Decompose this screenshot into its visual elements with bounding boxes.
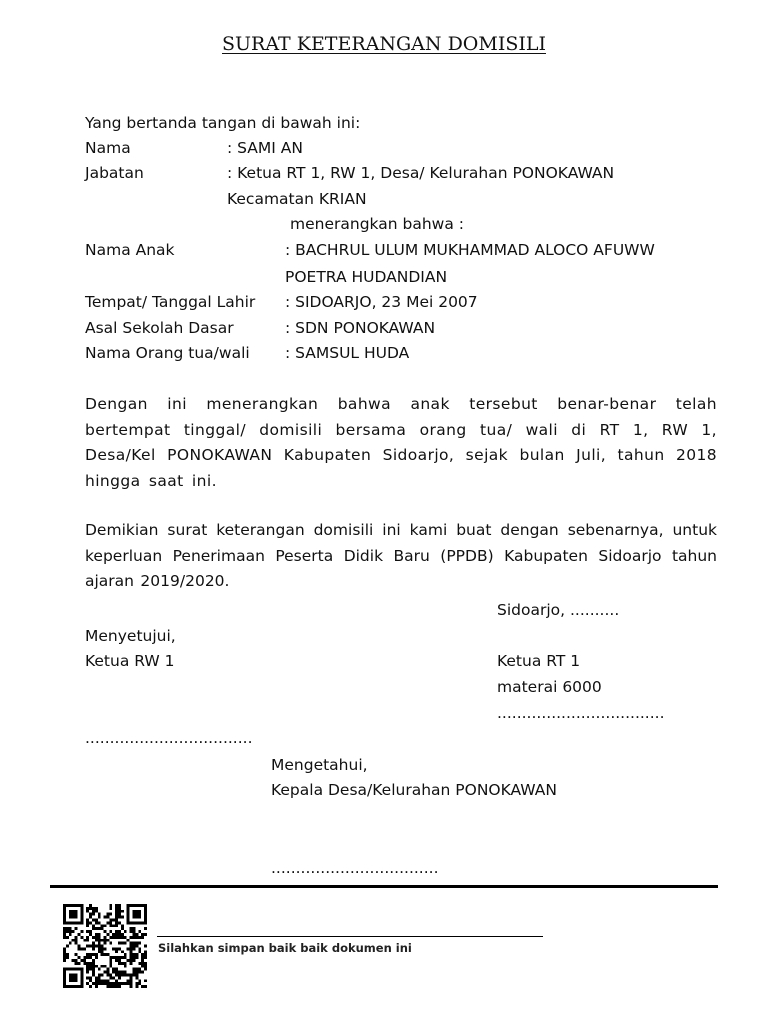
ortu-value: : SAMSUL HUDA [285,344,410,362]
qr-code-icon [63,904,147,988]
statement-paragraph: Dengan ini menerangkan bahwa anak tersebut benar-benar telah bertempat tinggal/ domisili bersama orang tua/ wali di RT 1, RW 1, Desa/Kel PONOKAWAN Kabupaten Sidoarjo, sejak bulan Juli, tahun 2018 hingga saat ini. [85,395,717,490]
ttl-value: : SIDOARJO, 23 Mei 2007 [285,293,478,311]
kepala-signature-line: .................................. [271,859,439,877]
rt-signature-line: .................................. [497,704,665,722]
intro-text: Yang bertanda tangan di bawah ini: [85,114,361,132]
jabatan-value-line2: Kecamatan KRIAN [227,190,367,208]
nama-anak-label: Nama Anak [85,241,175,259]
sekolah-label: Asal Sekolah Dasar [85,319,234,337]
materai-text: materai 6000 [497,678,602,696]
ttl-label: Tempat/ Tanggal Lahir [85,293,256,311]
sekolah-value: : SDN PONOKAWAN [285,319,436,337]
place-date: Sidoarjo, .......... [497,601,620,619]
mengetahui-text: Mengetahui, [271,756,368,774]
menyetujui-text: Menyetujui, [85,627,176,645]
nama-anak-value: : BACHRUL ULUM MUKHAMMAD ALOCO AFUWW [285,241,655,259]
footer-note: Silahkan simpan baik baik dokumen ini [158,941,412,955]
page-title: SURAT KETERANGAN DOMISILI [222,33,546,55]
ortu-label: Nama Orang tua/wali [85,344,250,362]
footer-signature-line [157,936,543,937]
nama-value: : SAMI AN [227,139,303,157]
kepala-desa-title: Kepala Desa/Kelurahan PONOKAWAN [271,781,557,799]
footer-divider [50,885,718,888]
jabatan-value: : Ketua RT 1, RW 1, Desa/ Kelurahan PONOKAWAN [227,164,615,182]
menerangkan-text: menerangkan bahwa : [290,215,464,233]
rw-signature-line: .................................. [85,729,253,747]
ketua-rt-title: Ketua RT 1 [497,652,581,670]
nama-label: Nama [85,139,131,157]
ketua-rw-title: Ketua RW 1 [85,652,175,670]
closing-paragraph: Demikian surat keterangan domisili ini kami buat dengan sebenarnya, untuk keperluan Penerimaan Peserta Didik Baru (PPDB) Kabupaten Sidoarjo tahun ajaran 2019/2020. [85,521,717,590]
jabatan-label: Jabatan [85,164,144,182]
nama-anak-value-line2: POETRA HUDANDIAN [285,268,448,286]
